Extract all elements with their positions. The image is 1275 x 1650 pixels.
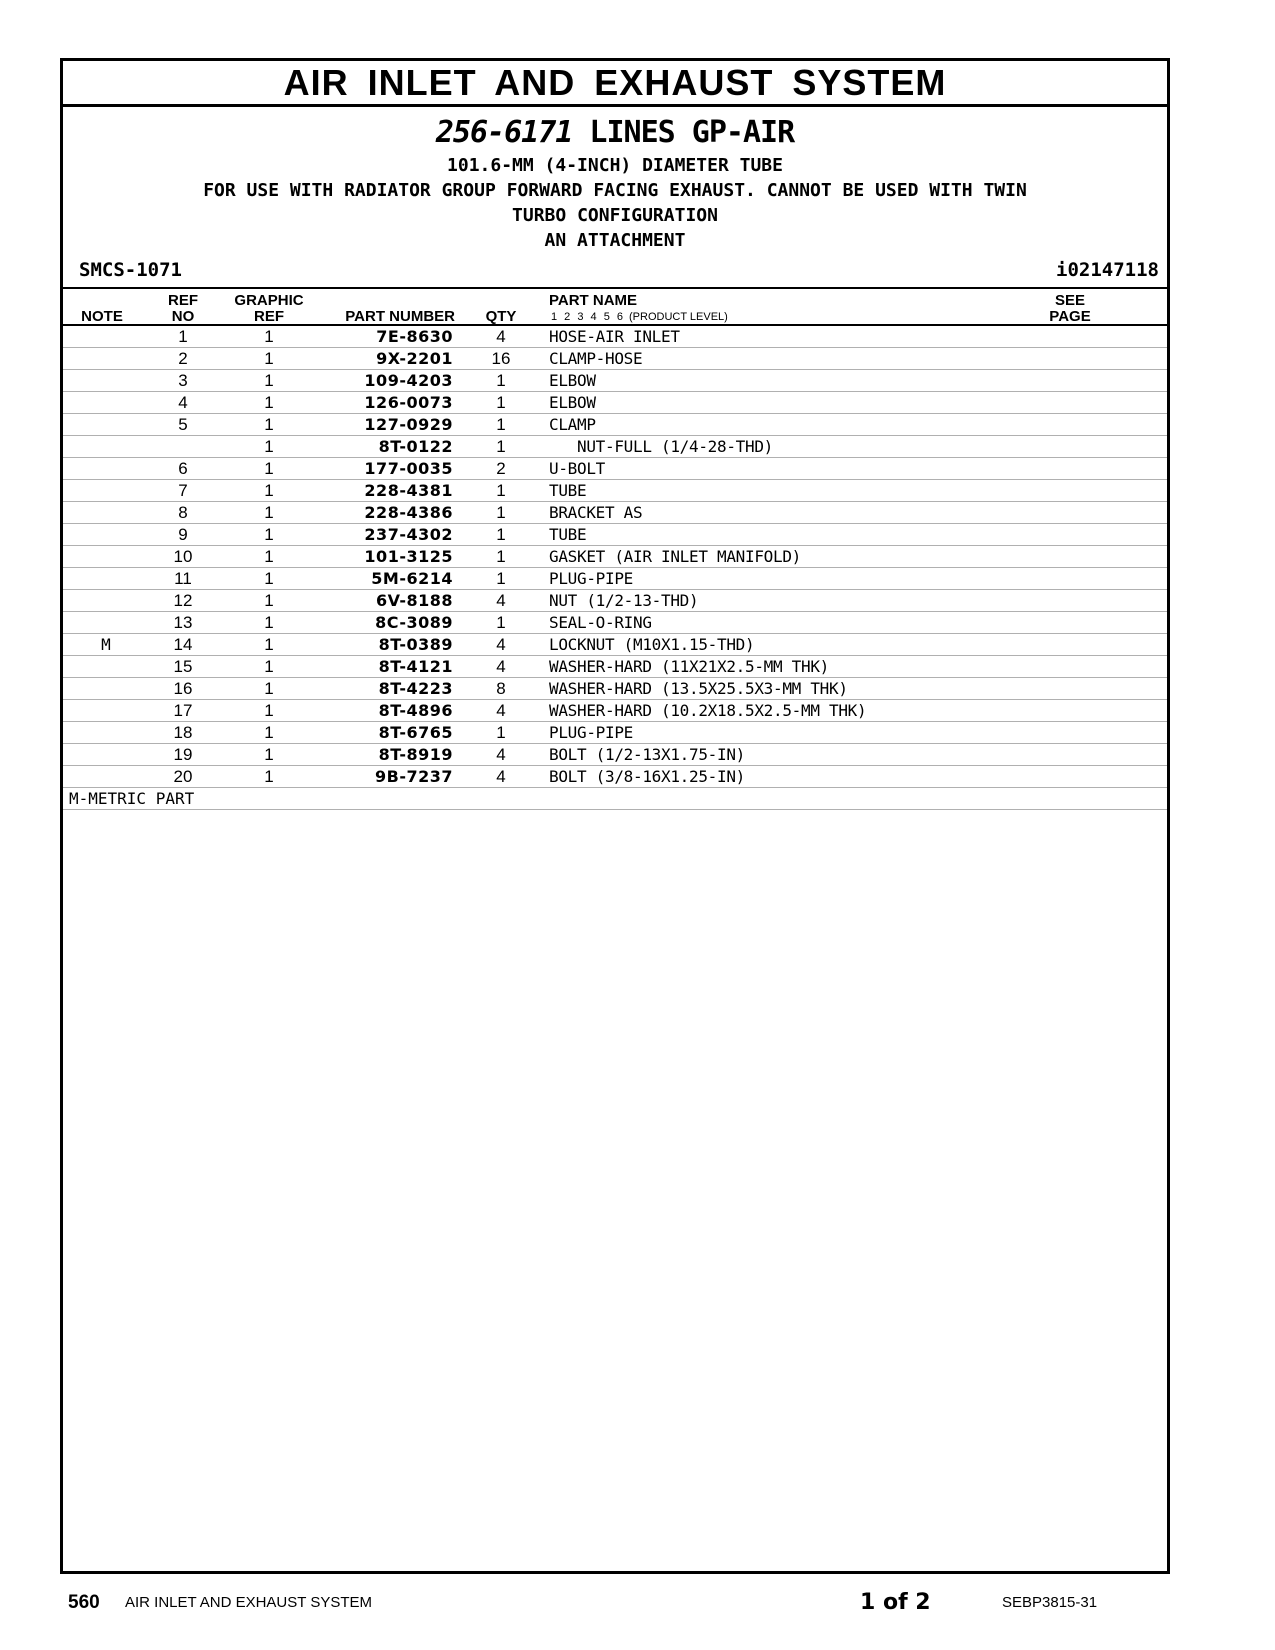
graphic-ref-cell: 1 — [264, 701, 274, 720]
qty-cell: 1 — [496, 393, 506, 412]
part-name-cell: BRACKET AS — [549, 503, 643, 522]
part-number-cell: 101-3125 — [364, 547, 453, 566]
graphic-ref-cell: 1 — [264, 415, 274, 434]
page-of: 1 of 2 — [860, 1590, 931, 1615]
ref-no-cell: 16 — [173, 679, 193, 698]
part-name-cell: CLAMP-HOSE — [549, 349, 643, 368]
table-row — [63, 458, 1167, 480]
qty-cell: 4 — [496, 635, 506, 654]
ref-no-cell: 18 — [173, 723, 193, 742]
part-name-cell: WASHER-HARD (10.2X18.5X2.5-MM THK) — [549, 701, 867, 720]
footer-section: AIR INLET AND EXHAUST SYSTEM — [125, 1594, 373, 1611]
part-number-cell: 127-0929 — [364, 415, 453, 434]
part-name-cell: BOLT (1/2-13X1.75-IN) — [549, 745, 745, 764]
qty-cell: 1 — [496, 415, 506, 434]
col-ref-no-bottom: NO — [171, 308, 195, 325]
col-see-page-bottom: PAGE — [1049, 308, 1091, 325]
part-name-cell: TUBE — [549, 481, 587, 500]
ref-no-cell: 15 — [173, 657, 193, 676]
ref-no-cell: 2 — [178, 349, 188, 368]
graphic-ref-cell: 1 — [264, 635, 274, 654]
part-number-cell: 8T-0122 — [378, 437, 453, 456]
col-graphic-ref-top: GRAPHIC — [234, 292, 304, 309]
graphic-ref-cell: 1 — [264, 327, 274, 346]
note-cell: M — [101, 635, 111, 654]
table-row — [63, 766, 1167, 788]
qty-cell: 4 — [496, 657, 506, 676]
graphic-ref-cell: 1 — [264, 393, 274, 412]
table-row — [63, 436, 1167, 458]
ref-no-cell: 12 — [173, 591, 193, 610]
part-number-cell: 8T-4223 — [378, 679, 453, 698]
ref-no-cell: 9 — [178, 525, 188, 544]
part-name-cell: NUT-FULL (1/4-28-THD) — [549, 437, 773, 456]
part-number-cell: 126-0073 — [364, 393, 453, 412]
part-name-cell: PLUG-PIPE — [549, 569, 633, 588]
group-description-line: AN ATTACHMENT — [544, 230, 686, 251]
graphic-ref-cell: 1 — [264, 613, 274, 632]
ref-no-cell: 19 — [173, 745, 193, 764]
table-row — [63, 656, 1167, 678]
table-row — [63, 414, 1167, 436]
col-part-name: PART NAME — [549, 292, 638, 309]
qty-cell: 1 — [496, 569, 506, 588]
part-number-cell: 8C-3089 — [375, 613, 453, 632]
page-title: AIR INLET AND EXHAUST SYSTEM — [283, 62, 947, 103]
graphic-ref-cell: 1 — [264, 767, 274, 786]
qty-cell: 4 — [496, 767, 506, 786]
qty-cell: 16 — [491, 349, 511, 368]
qty-cell: 4 — [496, 327, 506, 346]
ref-no-cell: 6 — [178, 459, 188, 478]
graphic-ref-cell: 1 — [264, 525, 274, 544]
qty-cell: 1 — [496, 547, 506, 566]
qty-cell: 1 — [496, 371, 506, 390]
graphic-ref-cell: 1 — [264, 745, 274, 764]
col-note: NOTE — [81, 308, 123, 325]
part-name-cell: NUT (1/2-13-THD) — [549, 591, 699, 610]
table-row — [63, 568, 1167, 590]
group-title — [63, 113, 1167, 153]
part-number-cell: 9B-7237 — [375, 767, 453, 786]
doc-id: SEBP3815-31 — [1002, 1594, 1098, 1611]
ref-no-cell: 17 — [173, 701, 193, 720]
part-number-cell: 109-4203 — [364, 371, 453, 390]
graphic-ref-cell: 1 — [264, 459, 274, 478]
graphic-ref-cell: 1 — [264, 437, 274, 456]
part-number-cell: 237-4302 — [364, 525, 453, 544]
table-row — [63, 502, 1167, 524]
graphic-ref-cell: 1 — [264, 349, 274, 368]
table-row — [63, 700, 1167, 722]
part-name-cell: WASHER-HARD (13.5X25.5X3-MM THK) — [549, 679, 848, 698]
ref-no-cell: 14 — [173, 635, 193, 654]
page-footer — [0, 1592, 1275, 1622]
part-number-cell: 8T-4896 — [378, 701, 453, 720]
ref-no-cell: 1 — [178, 327, 188, 346]
group-name: LINES GP-AIR — [589, 115, 795, 150]
part-number-cell: 8T-0389 — [378, 635, 453, 654]
group-description-line: 101.6-MM (4-INCH) DIAMETER TUBE — [447, 155, 783, 176]
part-name-cell: U-BOLT — [549, 459, 605, 478]
ref-no-cell: 8 — [178, 503, 188, 522]
column-headers — [63, 291, 1167, 325]
qty-cell: 8 — [496, 679, 506, 698]
table-row — [63, 546, 1167, 568]
group-description-line: TURBO CONFIGURATION — [512, 205, 718, 226]
col-qty: QTY — [485, 308, 517, 325]
qty-cell: 2 — [496, 459, 506, 478]
part-number-cell: 6V-8188 — [375, 591, 453, 610]
table-row — [63, 744, 1167, 766]
part-name-cell: BOLT (3/8-16X1.25-IN) — [549, 767, 745, 786]
col-part-number: PART NUMBER — [345, 308, 455, 325]
part-number-cell: 7E-8630 — [376, 327, 453, 346]
qty-cell: 1 — [496, 723, 506, 742]
smcs-code: SMCS-1071 — [79, 259, 182, 281]
table-row — [63, 348, 1167, 370]
graphic-ref-cell: 1 — [264, 723, 274, 742]
title-bar — [63, 61, 1167, 107]
ref-no-cell: 10 — [173, 547, 193, 566]
page-number: 560 — [68, 1592, 100, 1613]
table-row — [63, 480, 1167, 502]
col-see-page-top: SEE — [1054, 292, 1085, 309]
table-row — [63, 612, 1167, 634]
table-row — [63, 326, 1167, 348]
info-id: i02147118 — [1056, 259, 1159, 281]
qty-cell: 4 — [496, 701, 506, 720]
product-level-label: (PRODUCT LEVEL) — [629, 311, 728, 323]
table-row — [63, 722, 1167, 744]
part-name-cell: TUBE — [549, 525, 587, 544]
table-row — [63, 634, 1167, 656]
part-name-cell: LOCKNUT (M10X1.15-THD) — [549, 635, 755, 654]
table-row — [63, 370, 1167, 392]
qty-cell: 1 — [496, 481, 506, 500]
part-name-cell: PLUG-PIPE — [549, 723, 633, 742]
footnote: M-METRIC PART — [63, 788, 1167, 810]
qty-cell: 4 — [496, 591, 506, 610]
ref-no-cell: 20 — [173, 767, 193, 786]
group-description-line: FOR USE WITH RADIATOR GROUP FORWARD FACING EXHAUST. CANNOT BE USED WITH TWIN — [203, 180, 1027, 201]
part-name-cell: HOSE-AIR INLET — [549, 327, 680, 346]
part-number-cell: 228-4386 — [364, 503, 453, 522]
qty-cell: 4 — [496, 745, 506, 764]
part-name-cell: ELBOW — [549, 371, 596, 390]
graphic-ref-cell: 1 — [264, 591, 274, 610]
graphic-ref-cell: 1 — [264, 503, 274, 522]
ref-no-cell: 4 — [178, 393, 188, 412]
qty-cell: 1 — [496, 437, 506, 456]
ref-no-cell: 13 — [173, 613, 193, 632]
table-row — [63, 590, 1167, 612]
part-name-cell: SEAL-O-RING — [549, 613, 652, 632]
col-ref-no-top: REF — [168, 292, 198, 309]
graphic-ref-cell: 1 — [264, 679, 274, 698]
product-levels — [551, 311, 728, 323]
part-name-cell: CLAMP — [549, 415, 596, 434]
group-header — [63, 113, 1167, 253]
part-number-cell: 9X-2201 — [376, 349, 453, 368]
header-rule — [63, 287, 1167, 289]
ref-no-cell: 3 — [178, 371, 188, 390]
part-name-cell: ELBOW — [549, 393, 596, 412]
qty-cell: 1 — [496, 503, 506, 522]
ref-no-cell: 5 — [178, 415, 188, 434]
part-number-cell: 177-0035 — [364, 459, 453, 478]
table-row — [63, 678, 1167, 700]
ref-no-cell: 11 — [174, 569, 192, 588]
graphic-ref-cell: 1 — [264, 547, 274, 566]
table-row — [63, 524, 1167, 546]
col-graphic-ref-bottom: REF — [254, 308, 284, 325]
part-number-cell: 8T-8919 — [378, 745, 453, 764]
graphic-ref-cell: 1 — [264, 569, 274, 588]
part-number-cell: 228-4381 — [364, 481, 453, 500]
part-number-cell: 5M-6214 — [371, 569, 453, 588]
part-name-cell: GASKET (AIR INLET MANIFOLD) — [549, 547, 801, 566]
graphic-ref-cell: 1 — [264, 371, 274, 390]
qty-cell: 1 — [496, 613, 506, 632]
table-row — [63, 392, 1167, 414]
graphic-ref-cell: 1 — [264, 657, 274, 676]
parts-table — [63, 326, 1167, 810]
level-numbers: 1 2 3 4 5 6 — [551, 311, 623, 323]
qty-cell: 1 — [496, 525, 506, 544]
group-number: 256-6171 — [435, 115, 573, 150]
part-number-cell: 8T-4121 — [378, 657, 453, 676]
ref-no-cell: 7 — [178, 481, 188, 500]
graphic-ref-cell: 1 — [264, 481, 274, 500]
page-frame — [60, 58, 1170, 1574]
part-name-cell: WASHER-HARD (11X21X2.5-MM THK) — [549, 657, 829, 676]
part-number-cell: 8T-6765 — [378, 723, 453, 742]
